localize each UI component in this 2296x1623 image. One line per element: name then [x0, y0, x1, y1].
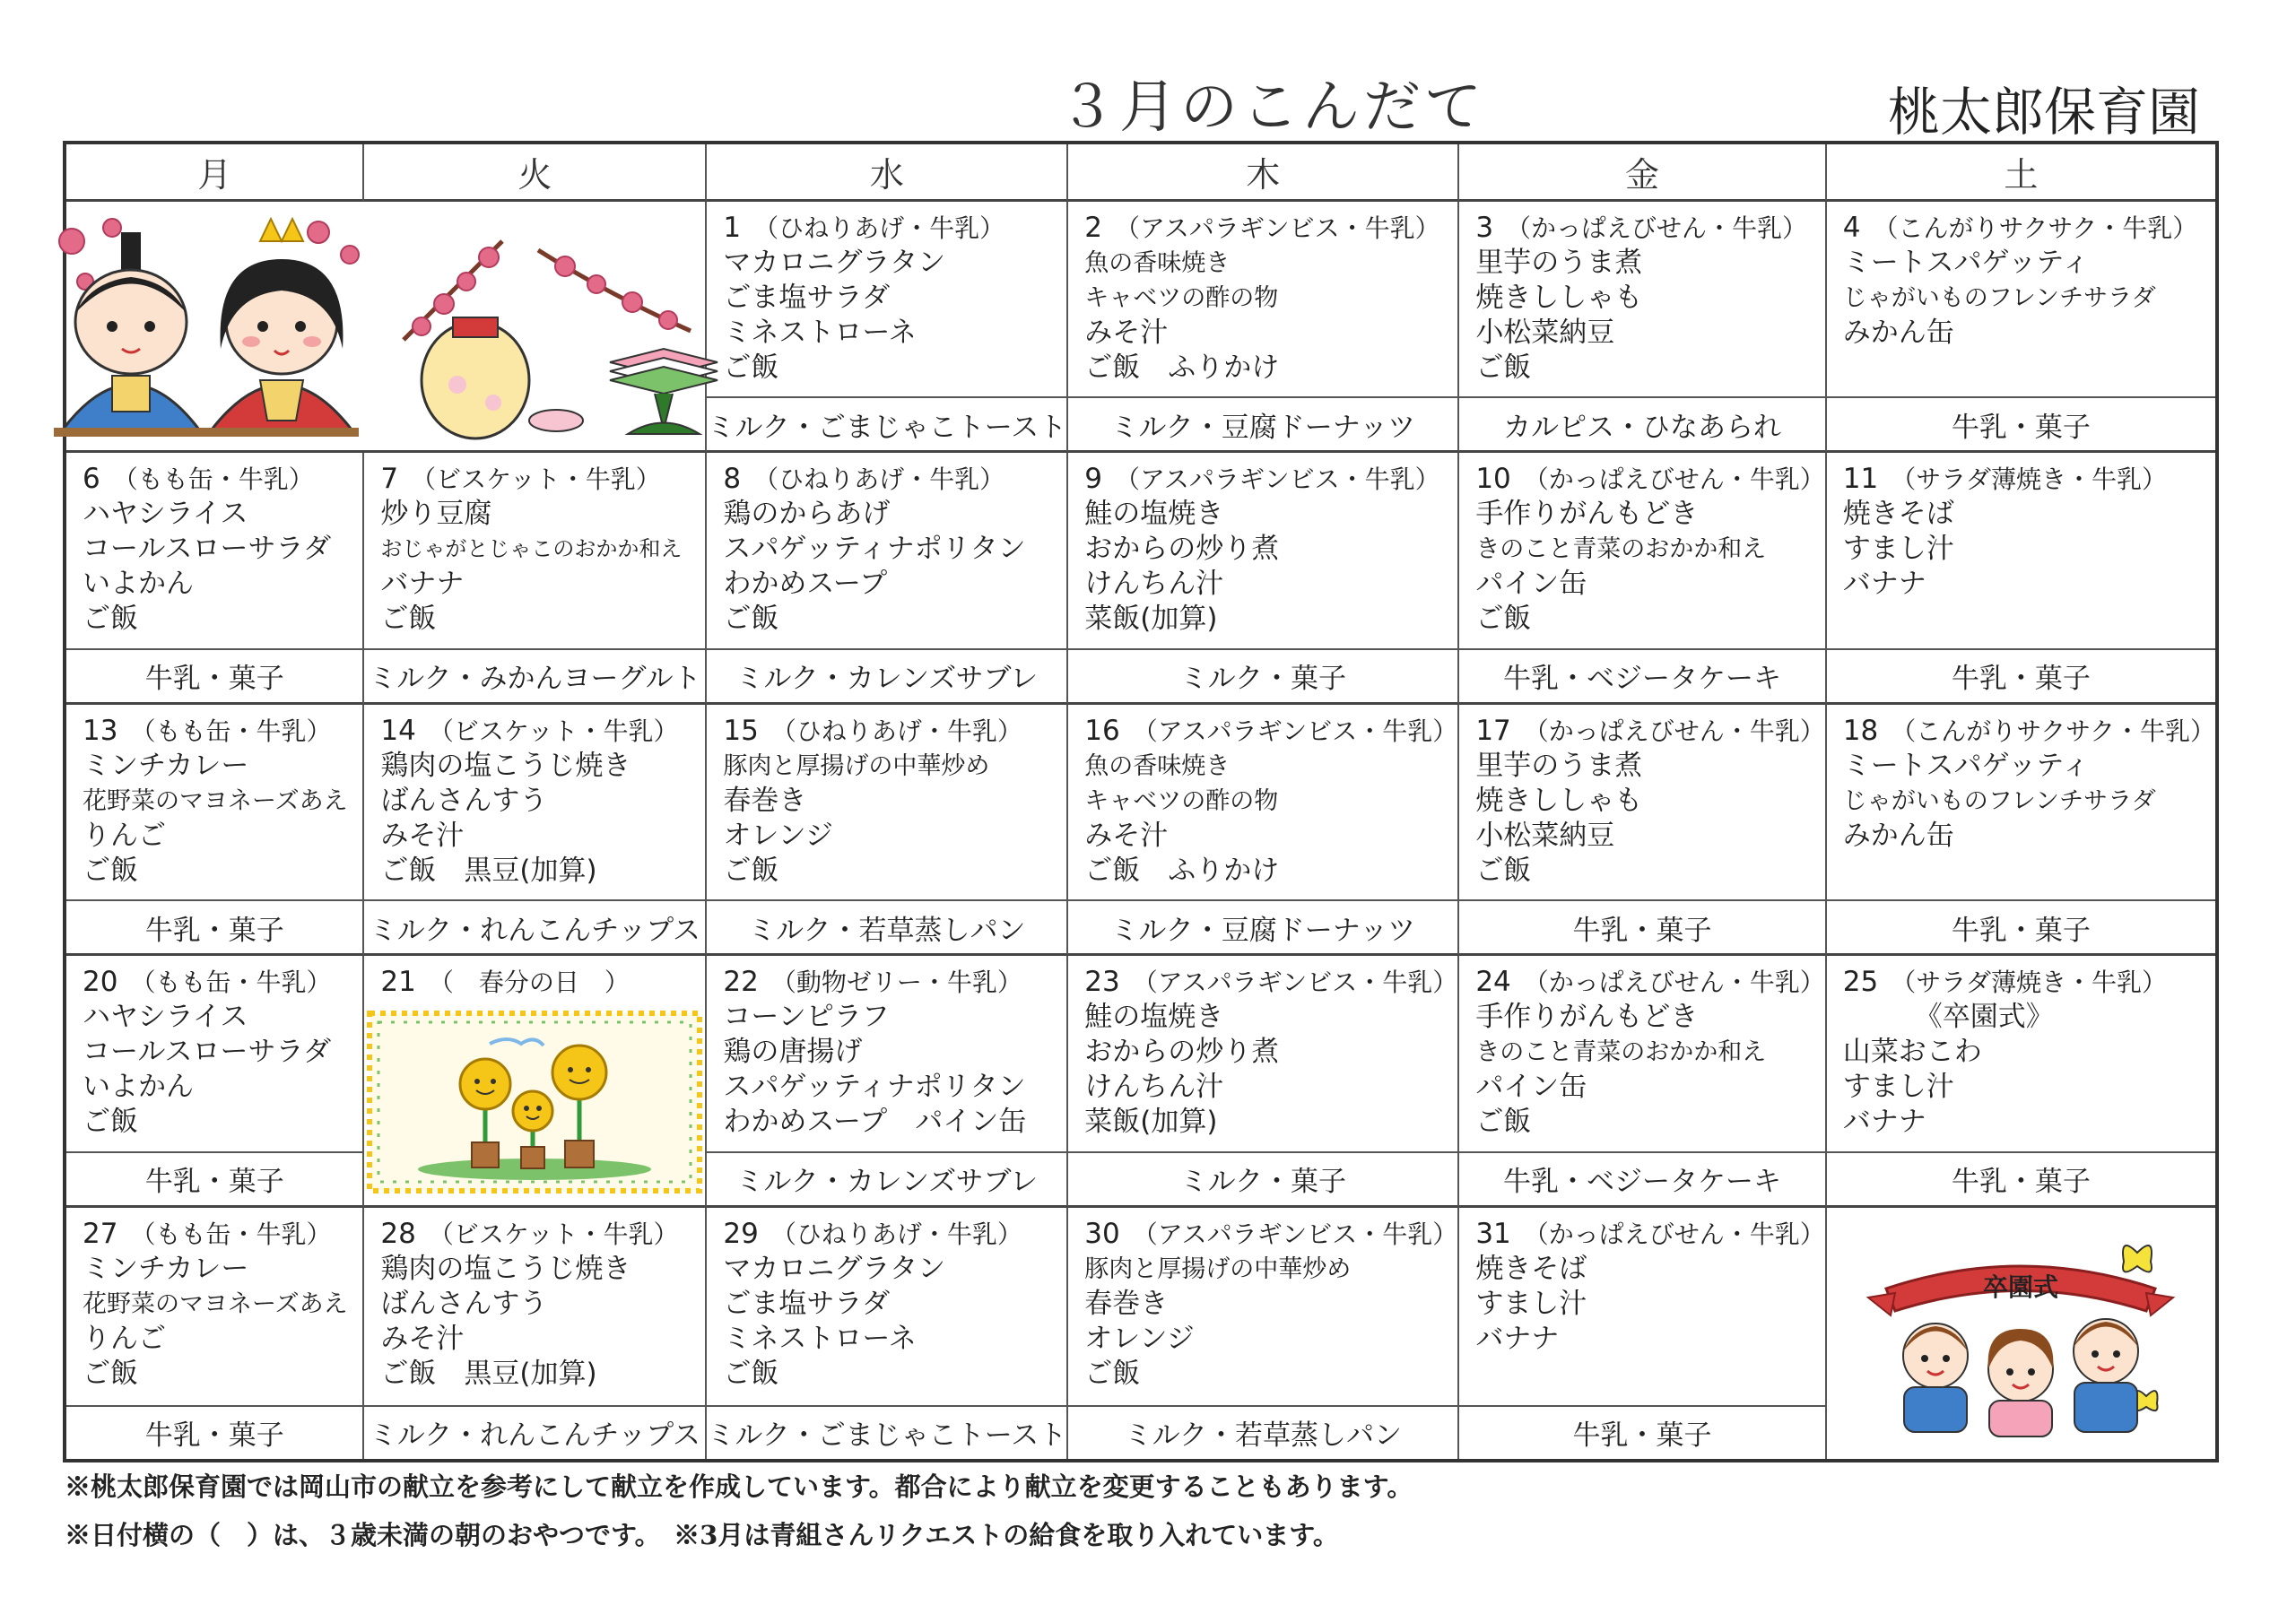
day-number: 9 [1084, 463, 1102, 496]
weekday-fri: 金 [1459, 144, 1826, 202]
menu-item: みかん缶 [1842, 819, 1954, 852]
morning-snack: （かっぱえびせん・牛乳） [1523, 1219, 1825, 1249]
menu-item: ご飯 [83, 1357, 138, 1390]
afternoon-snack: 牛乳・菓子 [1827, 648, 2215, 702]
menu-item: 焼きそば [1475, 1252, 1587, 1285]
weekday-wed: 水 [707, 144, 1068, 202]
school-name: 桃太郎保育園 [1888, 82, 2201, 143]
menu-item: 魚の香味焼き [1084, 249, 1231, 277]
weekday-thu: 木 [1068, 144, 1459, 202]
menu-item: ご飯 [1084, 1357, 1141, 1390]
day-number: 28 [380, 1217, 416, 1250]
day-cell-23 [1068, 956, 1459, 1207]
menu-item: ミンチカレー [83, 1252, 249, 1285]
menu-item: 焼きししゃも [1475, 282, 1643, 314]
day-cell-24 [1459, 956, 1826, 1207]
menu-item: りんご [83, 819, 166, 852]
menu-item: ご飯 [83, 603, 138, 636]
day-cell-27 [66, 1208, 364, 1459]
menu-item: きのこと青菜のおかか和え [1475, 1038, 1767, 1067]
menu-item: 鮭の塩焼き [1084, 1001, 1224, 1034]
day-cell-18 [1827, 705, 2215, 956]
menu-item: 菜飯(加算) [1084, 1106, 1218, 1139]
menu-item: 鶏肉の塩こうじ焼き [380, 749, 631, 782]
menu-item: 菜飯(加算) [1084, 603, 1218, 636]
menu-item: ばんさんすう [380, 784, 548, 817]
menu-item: すまし汁 [1842, 1071, 1954, 1104]
day-cell-1 [707, 202, 1068, 453]
morning-snack: （アスパラギンビス・牛乳） [1132, 716, 1458, 746]
menu-item: 山菜おこわ [1842, 1036, 1982, 1069]
afternoon-snack: 牛乳・ベジータケーキ [1459, 648, 1824, 702]
afternoon-snack: ミルク・ごまじゃこトースト [707, 396, 1066, 450]
morning-snack: （ビスケット・牛乳） [411, 464, 661, 495]
day-cell-6 [66, 453, 364, 704]
day-number: 31 [1475, 1217, 1511, 1250]
menu-item: ミネストローネ [723, 1322, 917, 1355]
day-cell-17 [1459, 705, 1826, 956]
day-number: 29 [723, 1217, 759, 1250]
menu-item: ご飯 [723, 854, 779, 887]
menu-item: みそ汁 [380, 819, 465, 852]
menu-item: 豚肉と厚揚げの中華炒め [723, 751, 990, 780]
menu-item: オレンジ [723, 819, 833, 852]
child-left [1903, 1324, 1968, 1432]
afternoon-snack: 牛乳・ベジータケーキ [1459, 1151, 1824, 1205]
menu-item: りんご [83, 1322, 166, 1355]
afternoon-snack: ミルク・豆腐ドーナッツ [1068, 396, 1457, 450]
menu-item: バナナ [1842, 568, 1926, 601]
menu-item: コールスローサラダ [83, 1036, 332, 1069]
menu-item: 鶏の唐揚げ [723, 1036, 863, 1069]
morning-snack: （アスパラギンビス・牛乳） [1132, 968, 1458, 998]
menu-item: バナナ [1842, 1106, 1926, 1139]
menu-item: すまし汁 [1475, 1287, 1587, 1320]
menu-item: じゃがいものフレンチサラダ [1842, 786, 2156, 815]
menu-item: 花野菜のマヨネーズあえ [83, 1289, 348, 1318]
menu-item: みそ汁 [1084, 317, 1169, 349]
menu-item: 魚の香味焼き [1084, 751, 1231, 780]
day-number: 24 [1475, 966, 1511, 999]
day-cell-2 [1068, 202, 1459, 453]
menu-item: バナナ [1475, 1322, 1560, 1355]
afternoon-snack: ミルク・れんこんチップス [364, 899, 705, 953]
afternoon-snack: ミルク・みかんヨーグルト [364, 648, 705, 702]
menu-item: 里芋のうま煮 [1475, 749, 1643, 782]
weekday-tue: 火 [364, 144, 707, 202]
menu-item: ご飯 [1475, 1106, 1532, 1139]
menu-item: けんちん汁 [1084, 568, 1224, 601]
menu-item: コールスローサラダ [83, 533, 332, 566]
day-number: 22 [723, 966, 759, 999]
day-number: 1 [723, 212, 742, 244]
menu-item: 手作りがんもどき [1475, 1001, 1699, 1034]
graduation-illustration [1827, 1208, 2215, 1459]
menu-item: 焼きししゃも [1475, 784, 1643, 817]
menu-item: 焼きそば [1842, 498, 1954, 531]
menu-item: けんちん汁 [1084, 1071, 1224, 1104]
menu-item: きのこと青菜のおかか和え [1475, 535, 1767, 564]
holiday-label: （ 春分の日 ） [428, 968, 630, 998]
afternoon-snack: ミルク・菓子 [1068, 1151, 1457, 1205]
menu-item: 豚肉と厚揚げの中華炒め [1084, 1254, 1352, 1283]
afternoon-snack: 牛乳・菓子 [66, 1405, 362, 1459]
afternoon-snack: 牛乳・菓子 [66, 899, 362, 953]
menu-item: ご飯 黒豆(加算) [380, 854, 597, 887]
morning-snack: （もも缶・牛乳） [112, 464, 314, 495]
afternoon-snack: ミルク・カレンズサブレ [707, 1151, 1066, 1205]
menu-item: いよかん [83, 1071, 194, 1104]
menu-item: 春巻き [723, 784, 807, 817]
day-number: 17 [1475, 714, 1511, 747]
morning-snack: （かっぱえびせん・牛乳） [1523, 716, 1825, 746]
menu-item: スパゲッティナポリタン [723, 533, 1026, 566]
afternoon-snack: 牛乳・菓子 [1459, 899, 1824, 953]
menu-calendar [63, 141, 2219, 1462]
day-number: 11 [1842, 463, 1879, 496]
morning-snack: （かっぱえびせん・牛乳） [1523, 464, 1825, 495]
day-cell-10 [1459, 453, 1826, 704]
menu-item: ミートスパゲッティ [1842, 247, 2090, 279]
weekday-mon: 月 [66, 144, 364, 202]
ohina-doll [212, 219, 352, 430]
footnote-morning-snack: ※日付横の（ ）は、３歳未満の朝のおやつです。 ※3月は青組さんリクエストの給食を取り入れています。 [65, 1520, 1339, 1550]
day-number: 4 [1842, 212, 1861, 244]
menu-item: じゃがいものフレンチサラダ [1842, 284, 2156, 312]
menu-item: 春巻き [1084, 1287, 1169, 1320]
morning-snack: （もも缶・牛乳） [130, 968, 332, 998]
peach-branch [404, 241, 691, 340]
menu-item: キャベツの酢の物 [1084, 284, 1279, 312]
menu-item: ご飯 ふりかけ [1084, 854, 1280, 887]
day-cell-7 [364, 453, 707, 704]
morning-snack: （かっぱえびせん・牛乳） [1506, 213, 1808, 243]
menu-item: ご飯 [1475, 854, 1532, 887]
afternoon-snack: 牛乳・菓子 [1827, 396, 2215, 450]
menu-item: みかん缶 [1842, 317, 1954, 349]
day-cell-3 [1459, 202, 1826, 453]
menu-item: ハヤシライス [83, 1001, 248, 1034]
menu-item: 炒り豆腐 [380, 498, 492, 531]
day-cell-9 [1068, 453, 1459, 704]
menu-item: ご飯 黒豆(加算) [380, 1357, 597, 1390]
day-number: 25 [1842, 966, 1879, 999]
morning-snack: （かっぱえびせん・牛乳） [1523, 968, 1825, 998]
day-number: 21 [380, 966, 416, 999]
menu-item: ご飯 [83, 1106, 138, 1139]
morning-snack: （こんがりサクサク・牛乳） [1891, 716, 2215, 746]
menu-item: 小松菜納豆 [1475, 819, 1615, 852]
menu-item: ご飯 [723, 352, 779, 384]
day-number: 15 [723, 714, 759, 747]
day-cell-14 [364, 705, 707, 956]
hina-dolls-illustration [66, 202, 707, 453]
afternoon-snack: 牛乳・菓子 [1827, 1151, 2215, 1205]
menu-item: みそ汁 [1084, 819, 1169, 852]
day-cell-16 [1068, 705, 1459, 956]
morning-snack: （サラダ薄焼き・牛乳） [1891, 464, 2167, 495]
menu-item: いよかん [83, 568, 194, 601]
morning-snack: （ビスケット・牛乳） [428, 1219, 679, 1249]
menu-item: ご飯 [83, 854, 138, 887]
morning-snack: （ひねりあげ・牛乳） [770, 716, 1022, 746]
day-cell-30 [1068, 1208, 1459, 1459]
day-number: 18 [1842, 714, 1879, 747]
menu-item: わかめスープ パイン缶 [723, 1106, 1027, 1139]
day-number: 27 [83, 1217, 118, 1250]
menu-item: パイン缶 [1475, 1071, 1587, 1104]
menu-item: キャベツの酢の物 [1084, 786, 1279, 815]
afternoon-snack: ミルク・ごまじゃこトースト [707, 1405, 1066, 1459]
menu-item: 鮭の塩焼き [1084, 498, 1224, 531]
morning-snack: （ひねりあげ・牛乳） [753, 213, 1005, 243]
day-cell-13 [66, 705, 364, 956]
menu-item: おからの炒り煮 [1084, 1036, 1280, 1069]
afternoon-snack: ミルク・豆腐ドーナッツ [1068, 899, 1457, 953]
menu-item: わかめスープ [723, 568, 888, 601]
day-number: 7 [380, 463, 399, 496]
day-cell-25 [1827, 956, 2215, 1207]
day-number: 20 [83, 966, 118, 999]
menu-item: ごま塩サラダ [723, 1287, 891, 1320]
day-number: 23 [1084, 966, 1120, 999]
spring-flowers-illustration [364, 1000, 705, 1204]
day-cell-31 [1459, 1208, 1826, 1459]
odairi-doll [63, 232, 199, 430]
afternoon-snack: 牛乳・菓子 [66, 648, 362, 702]
day-cell-4 [1827, 202, 2215, 453]
afternoon-snack: カルピス・ひなあられ [1459, 396, 1824, 450]
day-cell-15 [707, 705, 1068, 956]
afternoon-snack: 牛乳・菓子 [1459, 1405, 1824, 1459]
day-number: 30 [1084, 1217, 1120, 1250]
day-number: 3 [1475, 212, 1494, 244]
day-number: 10 [1475, 463, 1511, 496]
menu-item: ミートスパゲッティ [1842, 749, 2090, 782]
menu-item: ご飯 [1475, 352, 1532, 384]
morning-snack: （サラダ薄焼き・牛乳） [1891, 968, 2167, 998]
menu-item: オレンジ [1084, 1322, 1195, 1355]
menu-item: ご飯 [380, 603, 437, 636]
morning-snack: （ビスケット・牛乳） [428, 716, 679, 746]
menu-item: すまし汁 [1842, 533, 1954, 566]
menu-item: マカロニグラタン [723, 247, 946, 279]
day-cell-29 [707, 1208, 1068, 1459]
menu-item: 鶏のからあげ [723, 498, 891, 531]
afternoon-snack: ミルク・カレンズサブレ [707, 648, 1066, 702]
morning-snack: （こんがりサクサク・牛乳） [1873, 213, 2198, 243]
morning-snack: （もも缶・牛乳） [130, 1219, 332, 1249]
menu-item: おじゃがとじゃこのおかか和え [380, 536, 683, 562]
morning-snack: （ひねりあげ・牛乳） [753, 464, 1005, 495]
afternoon-snack: ミルク・れんこんチップス [364, 1405, 705, 1459]
day-number: 16 [1084, 714, 1120, 747]
day-number: 13 [83, 714, 118, 747]
menu-item: 手作りがんもどき [1475, 498, 1699, 531]
day-number: 14 [380, 714, 416, 747]
menu-item: コーンピラフ [723, 1001, 890, 1034]
day-number: 8 [723, 463, 742, 496]
menu-item: 小松菜納豆 [1475, 317, 1615, 349]
afternoon-snack: 牛乳・菓子 [66, 1151, 362, 1205]
day-number: 6 [83, 463, 100, 496]
menu-item: ばんさんすう [380, 1287, 548, 1320]
menu-item: スパゲッティナポリタン [723, 1071, 1026, 1104]
graduation-banner-text: 卒園式 [1983, 1271, 2059, 1302]
menu-item: ご飯 [1475, 603, 1532, 636]
menu-item: マカロニグラタン [723, 1252, 946, 1285]
menu-item: ハヤシライス [83, 498, 248, 531]
menu-item: ご飯 ふりかけ [1084, 352, 1280, 384]
menu-item: ごま塩サラダ [723, 282, 891, 314]
menu-item: 花野菜のマヨネーズあえ [83, 786, 348, 815]
morning-snack: （アスパラギンビス・牛乳） [1114, 464, 1440, 495]
footnote-menu-reference: ※桃太郎保育園では岡山市の献立を参考にして献立を作成しています。都合により献立を変更することもあります。 [65, 1471, 1413, 1502]
menu-item: みそ汁 [380, 1322, 465, 1355]
menu-item: パイン缶 [1475, 568, 1587, 601]
afternoon-snack: ミルク・若草蒸しパン [707, 899, 1066, 953]
day-cell-8 [707, 453, 1068, 704]
morning-snack: （アスパラギンビス・牛乳） [1132, 1219, 1458, 1249]
morning-snack: （動物ゼリー・牛乳） [770, 968, 1022, 998]
page-title: ３月のこんだて [1058, 74, 1485, 141]
afternoon-snack: 牛乳・菓子 [1827, 899, 2215, 953]
hishimochi [610, 349, 718, 434]
day-cell-11 [1827, 453, 2215, 704]
day-cell-20 [66, 956, 364, 1207]
morning-snack: （アスパラギンビス・牛乳） [1114, 213, 1440, 243]
menu-item: ミネストローネ [723, 317, 917, 349]
menu-item: おからの炒り煮 [1084, 533, 1280, 566]
menu-item: ミンチカレー [83, 749, 249, 782]
menu-item: 鶏肉の塩こうじ焼き [380, 1252, 631, 1285]
sake-jar [422, 317, 583, 438]
day-number: 2 [1084, 212, 1102, 244]
afternoon-snack: ミルク・菓子 [1068, 648, 1457, 702]
morning-snack: （ひねりあげ・牛乳） [770, 1219, 1022, 1249]
event-label: 《卒園式》 [1914, 1001, 2054, 1034]
day-cell-21 [364, 956, 707, 1207]
menu-item: ご飯 [723, 1357, 779, 1390]
morning-snack: （もも缶・牛乳） [130, 716, 332, 746]
menu-item: バナナ [380, 568, 465, 601]
day-cell-28 [364, 1208, 707, 1459]
child-right [2074, 1319, 2138, 1432]
day-cell-22 [707, 956, 1068, 1207]
afternoon-snack: ミルク・若草蒸しパン [1068, 1405, 1457, 1459]
weekday-sat: 土 [1827, 144, 2215, 202]
menu-item: 里芋のうま煮 [1475, 247, 1643, 279]
child-middle [1988, 1329, 2054, 1436]
menu-item: ご飯 [723, 603, 779, 636]
